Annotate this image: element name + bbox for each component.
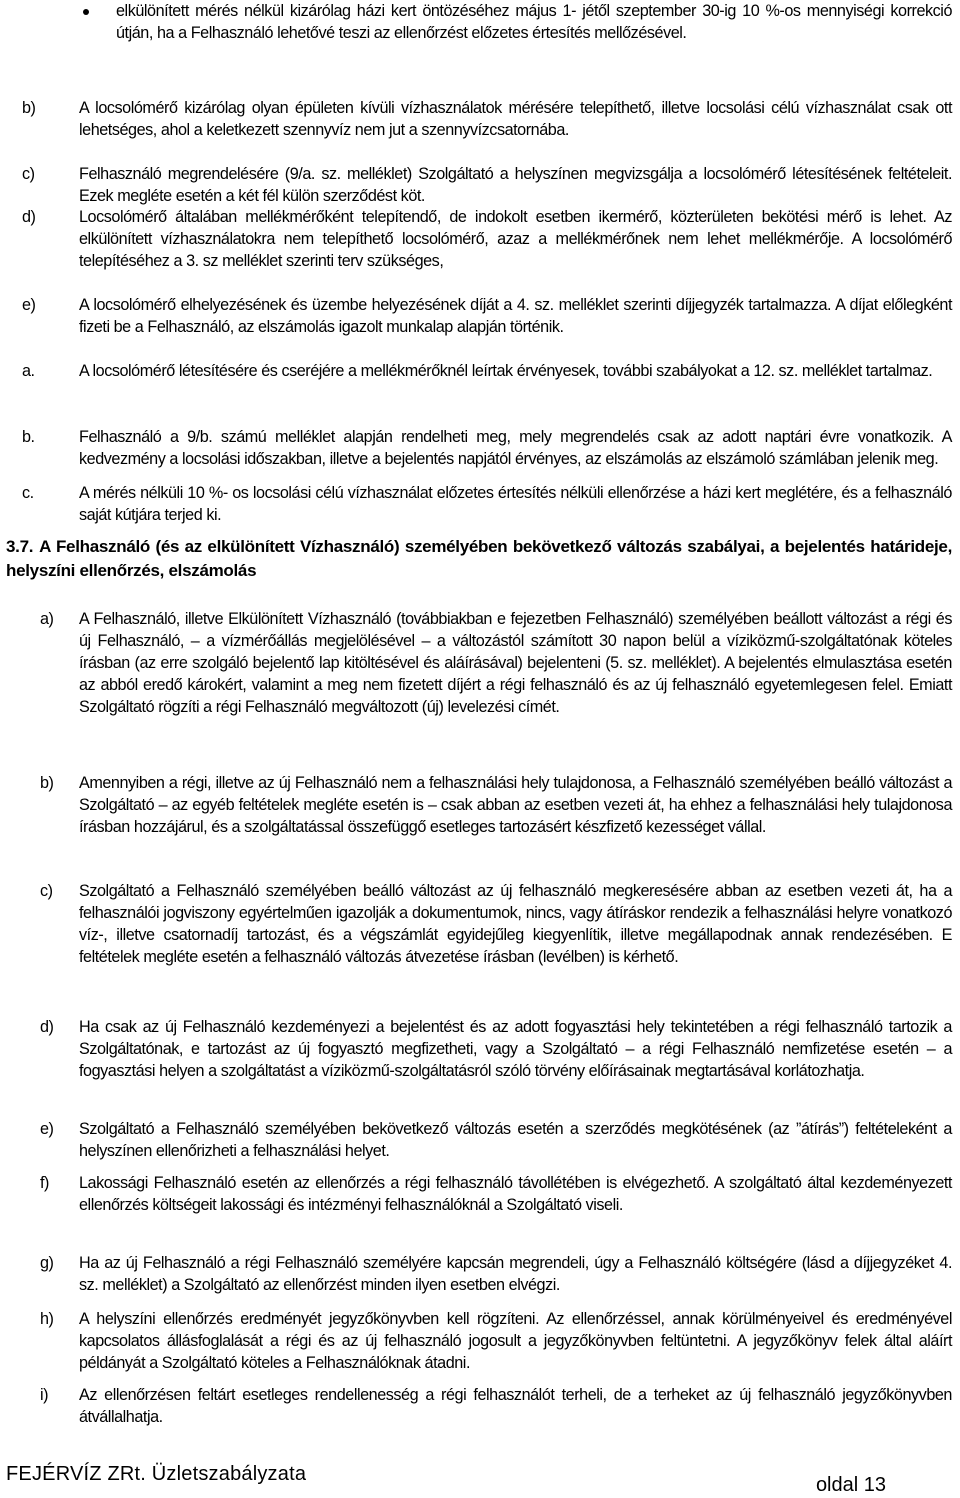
list-item-label: h) bbox=[40, 1310, 54, 1328]
list-item-label: b. bbox=[22, 428, 35, 446]
list-item-text: Szolgáltató a Felhasználó személyében bekövetkező változás esetén a szerződés megkötésének (az ”átírás”) feltételeként a helyszínen ellenőrizheti a felhasználási helyet. bbox=[79, 1120, 952, 1160]
list-item-label: e) bbox=[22, 296, 36, 314]
section-heading bbox=[6, 535, 952, 583]
list-item-text: A locsolómérő létesítésére és cseréjére a mellékmérőknél leírtak érvényesek, további szabályokat a 12. sz. melléklet tartalmaz. bbox=[79, 362, 933, 380]
list-item-text: A locsolómérő elhelyezésének és üzembe helyezésének díját a 4. sz. melléklet szerinti díjjegyzék tartalmazza. A díjat előlegként fizeti be a Felhasználó, az elszámolás igazolt munkalap alapján történik. bbox=[79, 296, 952, 336]
list-item-text: A Felhasználó, illetve Elkülönített Vízhasználó (továbbiakban e fejezetben Felhasználó) személyében beállott változást a régi és új Felhasználó, – a vízmérőállás megjelölésével – a változástól számított 30 napon belül a víziközmű-szolgáltatónak köteles írásban (az erre szolgáló bejelentő lap kitöltésével és aláírásával) bejelenteni (5. sz. melléklet). A bejelentés elmulasztása esetén az abból eredő károkért, valamint a meg nem fizetett díjért a régi felhasználó és az új felhasználó egyetemlegesen felel. Emiatt Szolgáltató rögzíti a régi Felhasználó megváltozott (új) levelezési címét. bbox=[79, 610, 952, 716]
list-item-text: Felhasználó megrendelésére (9/a. sz. melléklet) Szolgáltató a helyszínen megvizsgálja a locsolómérő létesítésének feltételeit. Ezek megléte esetén a két fél külön szerződést köt. bbox=[79, 165, 952, 205]
bullet-dot bbox=[83, 9, 89, 15]
footer-page-number: oldal 13 bbox=[815, 1474, 886, 1496]
list-item-text: A locsolómérő kizárólag olyan épületen kívüli vízhasználatok mérésére telepíthető, illetve locsolási célú vízhasználat csak ott lehetséges, ahol a keletkezett szennyvíz nem jut a szennyvízcsatornába. bbox=[79, 99, 952, 139]
list-item-text: A mérés nélküli 10 %- os locsolási célú vízhasználat előzetes értesítés nélküli ellenőrzése a házi kert meglétére, és a felhasználó saját kútjára terjed ki. bbox=[79, 484, 952, 524]
section-title: A Felhasználó (és az elkülönített Vízhasználó) személyében bekövetkező változás szabályai, a bejelentés határideje, helyszíni ellenőrzés, elszámolás bbox=[6, 537, 952, 580]
list-item-text: Szolgáltató a Felhasználó személyében beálló változást az új felhasználó megkeresésére abban az esetben vezeti át, ha a felhasználói jogviszony egyértelműen igazolják a dokumentumok, nincs, vagy átíráskor rendezik a felhasználási helyre vonatkozó víz-, illetve csatornadíj tartozást, és a végszámlát egyidejűleg kiegyenlítik, illetve megállapodnak annak rendezésében. E feltételek megléte esetén a felhasználó változás átvezetése írásban (levélben) is kérhető. bbox=[79, 882, 952, 966]
footer-company: FEJÉRVÍZ ZRt. Üzletszabályzata bbox=[6, 1463, 307, 1485]
list-item-text: A helyszíni ellenőrzés eredményét jegyzőkönyvben kell rögzíteni. Az ellenőrzéssel, annak körülményeivel és eredményével kapcsolatos állásfoglalását a régi és az új felhasználó jogosult a jegyzőkönyvben feltüntetni. A jegyzőkönyv felek által aláírt példányát a Szolgáltató köteles a Felhasználóknak átadni. bbox=[79, 1310, 952, 1372]
list-item-text: Ha az új Felhasználó a régi Felhasználó személyére kapcsán megrendeli, úgy a Felhasználó költségére (lásd a díjjegyzéket 4. sz. melléklet) a Szolgáltató az ellenőrzést minden ilyen esetben elvégzi. bbox=[79, 1254, 952, 1294]
list-item-text: Felhasználó a 9/b. számú melléklet alapján rendelheti meg, mely megrendelés csak az adott naptári évre vonatkozik. A kedvezmény a locsolási időszakban, illetve a bejelentés napjától érvényes, az elszámolás az elszámoló számlában jelenik meg. bbox=[79, 428, 952, 468]
list-item-label: f) bbox=[40, 1174, 49, 1192]
list-item-text: Locsolómérő általában mellékmérőként telepítendő, de indokolt esetben ikermérő, közterületen bekötési mérő is lehet. Az elkülönített vízhasználatokra nem telepíthető locsolómérő, azaz a mellékmérőnek nem lehet mellékmérője. A locsolómérő telepítéséhez a 3. sz melléklet szerinti terv szükséges, bbox=[79, 208, 952, 270]
section-number: 3.7. bbox=[6, 537, 34, 556]
list-item-text: Az ellenőrzésen feltárt esetleges rendellenesség a régi felhasználót terheli, de a terheket az új felhasználó jegyzőkönyvben átvállalhatja. bbox=[79, 1386, 952, 1426]
list-item-label: b) bbox=[22, 99, 36, 117]
list-item-label: i) bbox=[40, 1386, 49, 1404]
list-item-label: c. bbox=[22, 484, 34, 502]
list-item-label: c) bbox=[22, 165, 35, 183]
list-item-text: Lakossági Felhasználó esetén az ellenőrzés a régi felhasználó távollétében is elvégezhető. A szolgáltató által kezdeményezett ellenőrzés költségeit lakossági és intézményi felhasználóknál a Szolgáltató viseli. bbox=[79, 1174, 952, 1214]
list-item-text: Amennyiben a régi, illetve az új Felhasználó nem a felhasználási hely tulajdonosa, a Felhasználó személyében beálló változást a Szolgáltató – az egyéb feltételek megléte esetén is – csak abban az esetben vezeti át, ha ehhez a felhasználási hely tulajdonosa írásban hozzájárul, és a szolgáltatással összefüggő esetleges tartozásért készfizető kezességet vállal. bbox=[79, 774, 952, 836]
list-item-text: Ha csak az új Felhasználó kezdeményezi a bejelentést és az adott fogyasztási hely tekintetében a régi felhasználó tartozik a Szolgáltatónak, e tartozást az új fogyasztó megfizetheti, vagy a Szolgáltató – a régi Felhasználó nemfizetése esetén – a fogyasztási helyen a szolgáltatást a víziközmű-szolgáltatásról szóló törvény előírásainak megtartásával korlátozhatja. bbox=[79, 1018, 952, 1080]
list-item-label: a. bbox=[22, 362, 35, 380]
list-item-label: a) bbox=[40, 610, 54, 628]
list-item-label: c) bbox=[40, 882, 53, 900]
list-item-label: d) bbox=[40, 1018, 54, 1036]
intro-bullet-text: elkülönített mérés nélkül kizárólag házi kert öntözéséhez május 1- jétől szeptember 30-ig 10 %-os mennyiségi korrekció útján, ha a Felhasználó lehetővé teszi az ellenőrzést előzetes értesítés mellőzésével. bbox=[116, 2, 952, 42]
list-item-label: d) bbox=[22, 208, 36, 226]
list-item-label: g) bbox=[40, 1254, 54, 1272]
list-item-label: b) bbox=[40, 774, 54, 792]
list-item-label: e) bbox=[40, 1120, 54, 1138]
